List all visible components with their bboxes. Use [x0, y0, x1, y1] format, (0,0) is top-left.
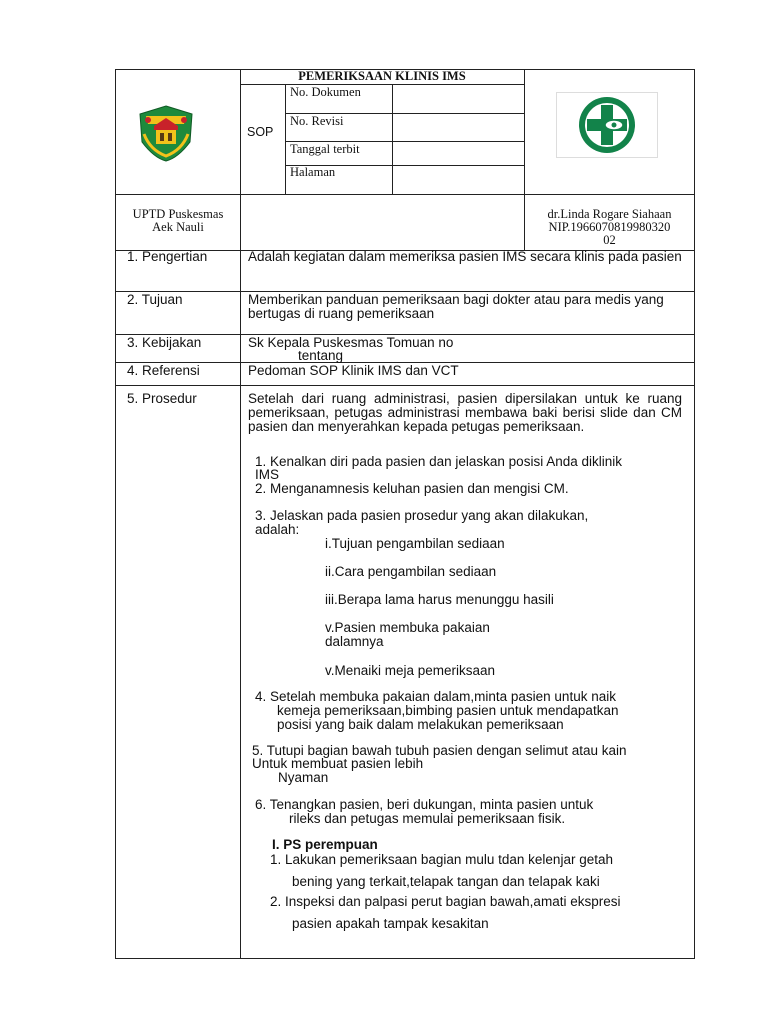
row-label-pengertian: 1. Pengertian	[127, 249, 208, 264]
sub-item-v: v.Menaiki meja pemeriksaan	[325, 663, 496, 678]
meta-label-no-dokumen: No. Dokumen	[290, 85, 361, 99]
step-4: 4. Setelah membuka pakaian dalam,minta pasien untuk naik	[255, 689, 616, 704]
row-text-pengertian: Adalah kegiatan dalam memeriksa pasien IMS secara klinis pada pasien	[248, 249, 682, 264]
ps-item-2: 2. Inspeksi dan palpasi perut bagian bawah,amati ekspresi	[270, 894, 621, 909]
step-5: 5. Tutupi bagian bawah tubuh pasien dengan selimut atau kain	[252, 743, 627, 758]
signer-block	[525, 208, 694, 247]
step-1: 1. Kenalkan diri pada pasien dan jelaskan posisi Anda diklinik	[255, 454, 622, 469]
sub-item-i: i.Tujuan pengambilan sediaan	[325, 536, 505, 551]
sub-item-iv: v.Pasien membuka pakaian	[325, 620, 490, 635]
meta-label-halaman: Halaman	[290, 165, 336, 179]
step-1-cont: IMS	[255, 467, 280, 482]
ps-item-1: 1. Lakukan pemeriksaan bagian mulu tdan kelenjar getah	[270, 852, 613, 867]
puskesmas-cross-logo	[556, 92, 658, 158]
signer-name: dr.Linda Rogare Siahaan	[547, 207, 672, 221]
ps-perempuan-heading: I. PS perempuan	[272, 837, 378, 852]
org-name	[116, 208, 240, 234]
sub-item-ii: ii.Cara pengambilan sediaan	[325, 564, 497, 579]
step-5-cont-2: Nyaman	[278, 770, 329, 785]
ps-item-1-cont: bening yang terkait,telapak tangan dan telapak kaki	[292, 874, 600, 889]
step-4-cont-1: kemeja pemeriksaan,bimbing pasien untuk mendapatkan	[277, 703, 619, 718]
row-text-tujuan: Memberikan panduan pemeriksaan bagi dokter atau para medis yang bertugas di ruang pemeriksaan	[248, 292, 664, 321]
row-text-referensi: Pedoman SOP Klinik IMS dan VCT	[248, 363, 459, 378]
step-3: 3. Jelaskan pada pasien prosedur yang akan dilakukan,	[255, 508, 589, 523]
row-label-referensi: 4. Referensi	[127, 363, 200, 378]
meta-label-tanggal-terbit: Tanggal terbit	[290, 142, 360, 156]
row-label-kebijakan: 3. Kebijakan	[127, 335, 202, 350]
document-title: PEMERIKSAAN KLINIS IMS	[298, 69, 466, 83]
step-6-cont: rileks dan petugas memulai pemeriksaan fisik.	[289, 811, 566, 826]
row-label-prosedur: 5. Prosedur	[127, 391, 197, 406]
row-text-kebijakan-tentang: tentang	[298, 348, 344, 363]
sop-label: SOP	[247, 125, 274, 139]
step-6: 6. Tenangkan pasien, beri dukungan, minta pasien untuk	[255, 797, 594, 812]
step-4-cont-2: posisi yang baik dalam melakukan pemeriksaan	[277, 717, 564, 732]
signer-nip: NIP.1966070819980320	[548, 220, 671, 234]
prosedur-intro: Setelah dari ruang administrasi, pasien dipersilakan untuk ke ruang pemeriksaan, petugas administrasi membawa baki berisi slide dan CM pasien dan menyerahkan kepada petugas pemeriksaan.	[248, 391, 682, 434]
sub-item-iii: iii.Berapa lama harus menunggu hasili	[325, 592, 554, 607]
org-name-line1: UPTD Puskesmas	[132, 207, 224, 221]
step-2: 2. Menganamnesis keluhan pasien dan mengisi CM.	[255, 481, 569, 496]
sub-item-iv-cont: dalamnya	[325, 634, 384, 649]
ps-item-2-cont: pasien apakah tampak kesakitan	[292, 916, 489, 931]
org-name-line2: Aek Nauli	[152, 220, 204, 234]
regional-emblem-logo	[136, 104, 196, 162]
signer-nip-cont: 02	[603, 233, 616, 247]
step-3-cont: adalah:	[255, 522, 300, 537]
meta-label-no-revisi: No. Revisi	[290, 114, 344, 128]
step-5-cont-1: Untuk membuat pasien lebih	[252, 756, 424, 771]
row-label-tujuan: 2. Tujuan	[127, 292, 183, 307]
row-text-kebijakan: Sk Kepala Puskesmas Tomuan no	[248, 335, 454, 350]
